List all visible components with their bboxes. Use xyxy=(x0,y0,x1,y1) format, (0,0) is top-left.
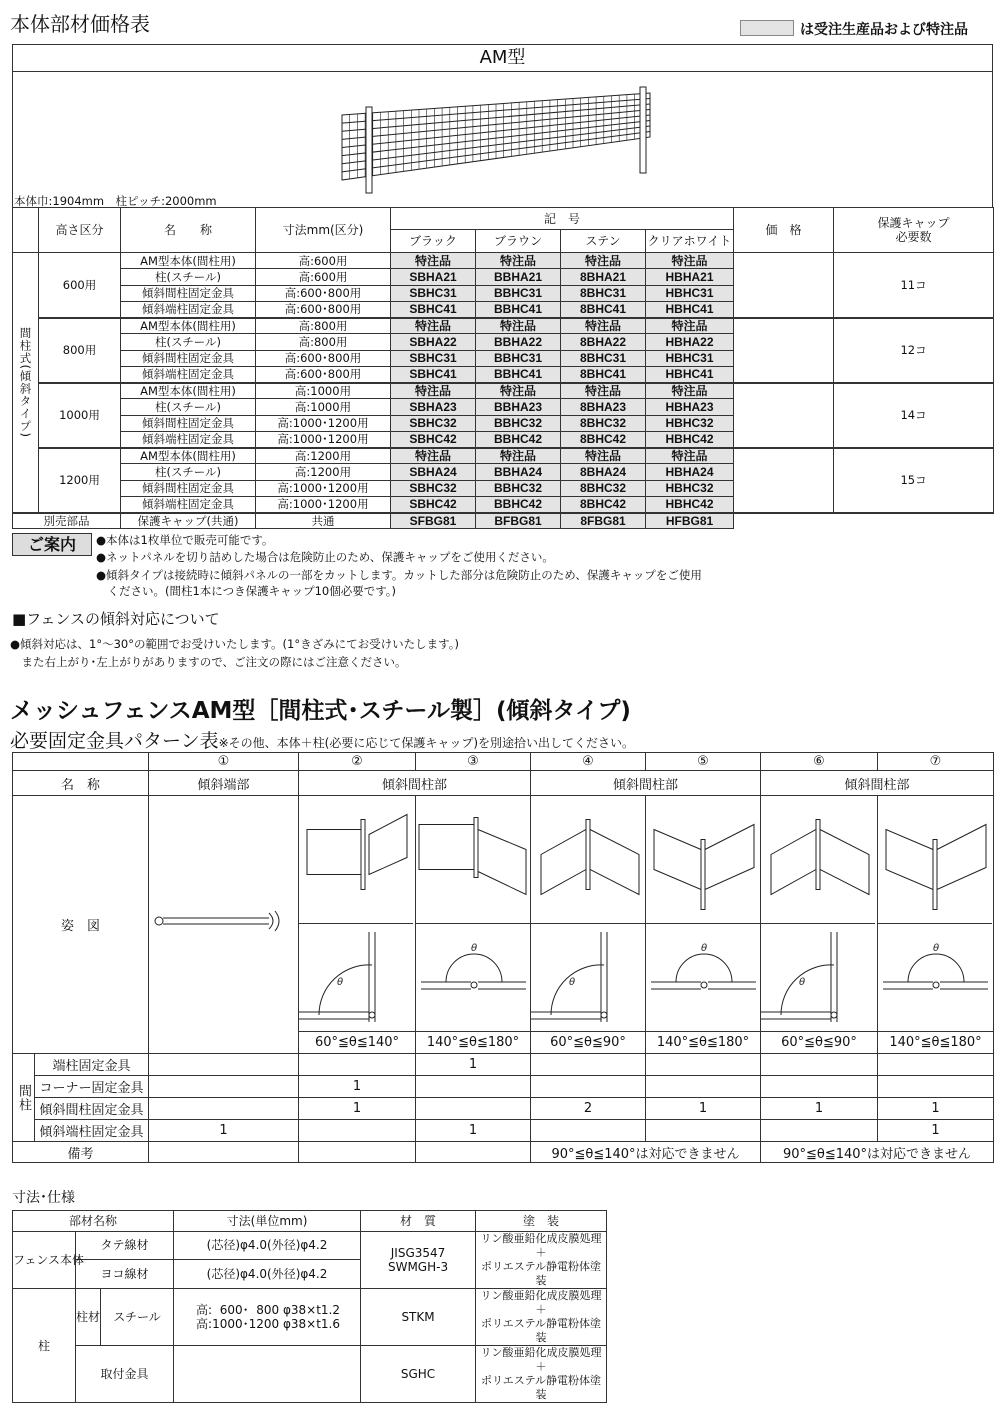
product-code: SBHC31 xyxy=(391,350,476,366)
spec-header: 部材名称 xyxy=(13,1211,174,1232)
part-size: 高:1000･1200用 xyxy=(256,431,391,447)
header-name: 名 称 xyxy=(121,208,256,253)
spec-heading: 寸法･仕様 xyxy=(12,1190,75,1206)
part-name: 傾斜端柱固定金具 xyxy=(121,366,256,382)
fitting-count xyxy=(531,1054,646,1076)
svg-text:θ: θ xyxy=(701,943,708,954)
product-code: SBHA22 xyxy=(391,334,476,350)
fitting-count: 1 xyxy=(646,1098,761,1120)
angle-range: 140°≦θ≦180° xyxy=(646,1032,761,1054)
product-code: 8BHC41 xyxy=(561,301,646,317)
pattern-number: ⑦ xyxy=(878,753,994,771)
figure-cell xyxy=(531,796,646,1032)
table-row xyxy=(13,1098,994,1120)
fitting-count xyxy=(531,1120,646,1142)
fitting-count xyxy=(149,1076,299,1098)
fitting-type: 傾斜端柱固定金具 xyxy=(35,1120,149,1142)
part-name: 傾斜端柱固定金具 xyxy=(121,496,256,512)
part-size: 高:1000･1200用 xyxy=(256,480,391,496)
wire-material: JISG3547 SWMGH-3 xyxy=(361,1232,476,1289)
part-name: AM型本体(間柱用) xyxy=(121,253,256,269)
table-row xyxy=(13,318,994,334)
angle-plan-figure xyxy=(761,924,875,1030)
spec-table xyxy=(12,1210,607,1403)
height-class: 800用 xyxy=(39,318,121,383)
guide-note: ●本体は1枚単位で販売可能です。 xyxy=(96,533,274,547)
product-code: 8BHC42 xyxy=(561,496,646,512)
header-color-black: ブラック xyxy=(391,230,476,253)
slope-note: また右上がり･左上がりがありますので、ご注文の際にはご注意ください。 xyxy=(10,655,407,669)
corner-cell xyxy=(13,753,149,771)
post-material: STKM xyxy=(361,1289,476,1346)
guide-note: ください。(間柱1本につき保護キャップ10個必要です。) xyxy=(96,584,397,598)
part-size: 高:1000用 xyxy=(256,383,391,399)
height-class: 1200用 xyxy=(39,448,121,513)
part-name: 保護キャップ(共通) xyxy=(121,513,256,529)
part-size: 高:1200用 xyxy=(256,448,391,464)
product-code: 特注品 xyxy=(391,318,476,334)
post-label: 柱 xyxy=(13,1289,76,1403)
figure-cell xyxy=(761,796,878,1032)
product-code: HFBG81 xyxy=(646,513,734,529)
panel-top-view-figure xyxy=(416,796,530,924)
product-code: SBHA23 xyxy=(391,399,476,415)
product-code: BBHC31 xyxy=(476,350,561,366)
table-row xyxy=(13,1120,994,1142)
remarks-label: 備考 xyxy=(13,1142,149,1163)
pattern-name: 傾斜間柱部 xyxy=(299,771,531,796)
table-row xyxy=(13,448,994,464)
part-name: 傾斜間柱固定金具 xyxy=(121,415,256,431)
product-code: 8BHC32 xyxy=(561,480,646,496)
post-coating: リン酸亜鉛化成皮膜処理 ＋ ポリエステル静電粉体塗装 xyxy=(476,1289,607,1346)
figure-cell xyxy=(299,796,416,1032)
part-size: 高:800用 xyxy=(256,318,391,334)
product-code: 8BHC42 xyxy=(561,431,646,447)
fitting-size xyxy=(174,1346,361,1403)
fitting-material: SGHC xyxy=(361,1346,476,1403)
header-caps: 保護キャップ 必要数 xyxy=(834,208,994,253)
empty-cell xyxy=(734,513,994,529)
pattern-number: ⑥ xyxy=(761,753,878,771)
part-name: 傾斜端柱固定金具 xyxy=(121,301,256,317)
pattern-number: ⑤ xyxy=(646,753,761,771)
angle-range: 60°≦θ≦90° xyxy=(531,1032,646,1054)
pattern-number: ① xyxy=(149,753,299,771)
svg-text:θ: θ xyxy=(337,977,344,988)
svg-text:θ: θ xyxy=(799,977,806,988)
product-code: 8BHA24 xyxy=(561,464,646,480)
product-code: BBHC42 xyxy=(476,431,561,447)
fitting-count: 1 xyxy=(149,1120,299,1142)
product-code: 特注品 xyxy=(391,383,476,399)
height-class: 600用 xyxy=(39,253,121,318)
product-code: SBHA24 xyxy=(391,464,476,480)
product-code: HBHA22 xyxy=(646,334,734,350)
pattern-name: 傾斜間柱部 xyxy=(531,771,761,796)
pattern-subnote: ※その他、本体＋柱(必要に応じて保護キャップ)を別途拾い出してください。 xyxy=(218,736,635,750)
panel-top-view-figure xyxy=(646,796,760,924)
part-name: AM型本体(間柱用) xyxy=(121,318,256,334)
price-cell xyxy=(734,318,834,383)
product-code: 特注品 xyxy=(646,448,734,464)
product-code: 特注品 xyxy=(646,318,734,334)
part-name: 傾斜間柱固定金具 xyxy=(121,480,256,496)
product-code: BBHA23 xyxy=(476,399,561,415)
remarks-empty xyxy=(149,1142,299,1163)
slope-heading: ■フェンスの傾斜対応について xyxy=(12,610,220,628)
fitting-count: 1 xyxy=(761,1098,878,1120)
panel-top-view-figure xyxy=(299,796,413,924)
fitting-count xyxy=(299,1054,416,1076)
dimensions-text: 本体巾:1904mm 柱ピッチ:2000mm xyxy=(14,194,217,208)
caps-count: 14コ xyxy=(834,383,994,448)
header-height: 高さ区分 xyxy=(39,208,121,253)
pattern-number: ③ xyxy=(416,753,531,771)
figure-label: 姿 図 xyxy=(13,796,149,1054)
svg-text:θ: θ xyxy=(569,977,576,988)
angle-plan-figure xyxy=(646,924,760,1030)
pattern-subtitle-text: 必要固定金具パターン表 xyxy=(10,730,219,752)
remark: 90°≦θ≦140°は対応できません xyxy=(761,1142,994,1163)
part-name: AM型本体(間柱用) xyxy=(121,383,256,399)
angle-range: 60°≦θ≦90° xyxy=(761,1032,878,1054)
pattern-subtitle xyxy=(10,726,634,753)
remarks-empty xyxy=(416,1142,531,1163)
product-code: BBHA21 xyxy=(476,269,561,285)
part-name: 傾斜間柱固定金具 xyxy=(121,285,256,301)
extra-label: 別売部品 xyxy=(13,513,121,529)
product-code: 8BHC31 xyxy=(561,350,646,366)
fitting-count xyxy=(761,1054,878,1076)
product-code: BBHC32 xyxy=(476,480,561,496)
horizontal-wire-size: (芯径)φ4.0(外径)φ4.2 xyxy=(174,1259,361,1288)
part-name: 柱(スチール) xyxy=(121,464,256,480)
angle-range: 60°≦θ≦140° xyxy=(299,1032,416,1054)
part-size: 高:600･800用 xyxy=(256,366,391,382)
angle-plan-figure xyxy=(416,924,530,1030)
caps-count: 11コ xyxy=(834,253,994,318)
part-size: 高:1000･1200用 xyxy=(256,415,391,431)
pattern-table xyxy=(12,752,994,1163)
product-code: 特注品 xyxy=(476,253,561,269)
fitting-count xyxy=(878,1054,994,1076)
product-code: 特注品 xyxy=(391,448,476,464)
fitting-count xyxy=(646,1054,761,1076)
product-code: 特注品 xyxy=(561,253,646,269)
figure-cell xyxy=(416,796,531,1032)
part-size: 高:1000･1200用 xyxy=(256,496,391,512)
fitting-count: 2 xyxy=(531,1098,646,1120)
product-code: HBHC42 xyxy=(646,431,734,447)
panel-top-view-figure xyxy=(761,796,875,924)
fitting-count: 1 xyxy=(878,1120,994,1142)
fitting-count xyxy=(149,1098,299,1120)
product-code: 8BHC31 xyxy=(561,285,646,301)
price-table xyxy=(12,207,994,529)
pattern-number: ② xyxy=(299,753,416,771)
remarks-row xyxy=(13,1142,994,1163)
post-material-label: 柱材 xyxy=(76,1289,101,1346)
angle-plan-figure xyxy=(531,924,645,1030)
product-code: SBHC41 xyxy=(391,366,476,382)
product-code: HBHA24 xyxy=(646,464,734,480)
fitting-count: 1 xyxy=(416,1120,531,1142)
product-code: HBHC42 xyxy=(646,496,734,512)
fence-illustration xyxy=(330,85,670,195)
panel-top-view-figure xyxy=(878,796,992,924)
fitting-label: 取付金具 xyxy=(76,1346,174,1403)
part-size: 高:1200用 xyxy=(256,464,391,480)
steel-label: スチール xyxy=(101,1289,174,1346)
pattern-title: メッシュフェンスAM型［間柱式･スチール製］(傾斜タイプ) xyxy=(10,698,631,724)
table-row-extra xyxy=(13,513,994,529)
figure-cell xyxy=(878,796,994,1032)
product-code: SBHC41 xyxy=(391,301,476,317)
product-code: HBHC31 xyxy=(646,350,734,366)
part-size: 高:600用 xyxy=(256,269,391,285)
header-color-brown: ブラウン xyxy=(476,230,561,253)
product-code: BBHC31 xyxy=(476,285,561,301)
header-size: 寸法mm(区分) xyxy=(256,208,391,253)
vertical-wire-label: タテ線材 xyxy=(76,1232,174,1260)
product-code: 8FBG81 xyxy=(561,513,646,529)
remark: 90°≦θ≦140°は対応できません xyxy=(531,1142,761,1163)
product-code: HBHC32 xyxy=(646,480,734,496)
wire-coating: リン酸亜鉛化成皮膜処理 ＋ ポリエステル静電粉体塗装 xyxy=(476,1232,607,1289)
product-code: SFBG81 xyxy=(391,513,476,529)
part-name: AM型本体(間柱用) xyxy=(121,448,256,464)
angle-plan-figure xyxy=(878,924,992,1030)
product-code: 特注品 xyxy=(391,253,476,269)
legend-swatch xyxy=(740,20,794,36)
corner-cell xyxy=(13,208,39,253)
caps-count: 15コ xyxy=(834,448,994,513)
spec-header: 寸法(単位mm) xyxy=(174,1211,361,1232)
product-code: SBHC31 xyxy=(391,285,476,301)
product-code: HBHA21 xyxy=(646,269,734,285)
table-row xyxy=(13,253,994,269)
fence-body-label: フェンス本体 xyxy=(13,1232,76,1289)
header-color-clearwhite: クリアホワイト xyxy=(646,230,734,253)
slope-note: ●傾斜対応は、1°～30°の範囲でお受けいたします。(1°きざみにてお受けいたします。) xyxy=(10,637,459,651)
product-code: HBHC41 xyxy=(646,301,734,317)
fitting-count xyxy=(149,1054,299,1076)
part-size: 高:800用 xyxy=(256,334,391,350)
fitting-count xyxy=(646,1076,761,1098)
product-code: SBHC42 xyxy=(391,431,476,447)
part-name: 柱(スチール) xyxy=(121,399,256,415)
fitting-count: 1 xyxy=(878,1098,994,1120)
product-code: 8BHC41 xyxy=(561,366,646,382)
legend-text: は受注生産品および特注品 xyxy=(800,22,968,38)
part-size: 高:600･800用 xyxy=(256,301,391,317)
guide-note: ●ネットパネルを切り詰めした場合は危険防止のため、保護キャップをご使用ください。 xyxy=(96,550,554,564)
figure-end xyxy=(149,796,299,1054)
model-heading: AM型 xyxy=(12,44,993,72)
product-code: SBHC32 xyxy=(391,480,476,496)
side-label: 間柱式(傾斜タイプ) xyxy=(13,253,39,513)
angle-plan-figure xyxy=(299,924,413,1030)
product-code: 特注品 xyxy=(561,318,646,334)
spec-header: 塗 装 xyxy=(476,1211,607,1232)
price-cell xyxy=(734,383,834,448)
product-code: SBHC42 xyxy=(391,496,476,512)
part-size: 高:600用 xyxy=(256,253,391,269)
product-code: BBHC42 xyxy=(476,496,561,512)
spec-header: 材 質 xyxy=(361,1211,476,1232)
fitting-count xyxy=(761,1120,878,1142)
fitting-count xyxy=(646,1120,761,1142)
end-post-figure xyxy=(149,901,297,941)
product-code: 特注品 xyxy=(476,383,561,399)
product-code: HBHC32 xyxy=(646,415,734,431)
fitting-count xyxy=(531,1076,646,1098)
price-cell xyxy=(734,448,834,513)
angle-range: 140°≦θ≦180° xyxy=(416,1032,531,1054)
fitting-count xyxy=(299,1120,416,1142)
angle-range: 140°≦θ≦180° xyxy=(878,1032,994,1054)
svg-text:θ: θ xyxy=(933,943,940,954)
guide-label: ご案内 xyxy=(12,533,92,556)
product-code: 8BHA21 xyxy=(561,269,646,285)
product-code: 特注品 xyxy=(476,318,561,334)
fitting-coating: リン酸亜鉛化成皮膜処理 ＋ ポリエステル静電粉体塗装 xyxy=(476,1346,607,1403)
product-code: HBHC31 xyxy=(646,285,734,301)
post-size: 高: 600･ 800 φ38×t1.2 高:1000･1200 φ38×t1.6 xyxy=(174,1289,361,1346)
fitting-count: 1 xyxy=(416,1054,531,1076)
part-name: 柱(スチール) xyxy=(121,269,256,285)
product-code: 特注品 xyxy=(646,383,734,399)
header-price: 価 格 xyxy=(734,208,834,253)
pattern-number: ④ xyxy=(531,753,646,771)
fitting-type: コーナー固定金具 xyxy=(35,1076,149,1098)
part-name: 傾斜間柱固定金具 xyxy=(121,350,256,366)
product-code: 8BHA22 xyxy=(561,334,646,350)
vertical-wire-size: (芯径)φ4.0(外径)φ4.2 xyxy=(174,1232,361,1260)
price-cell xyxy=(734,253,834,318)
group-label: 間柱 xyxy=(13,1054,35,1142)
product-code: BBHA22 xyxy=(476,334,561,350)
product-code: BBHC41 xyxy=(476,301,561,317)
product-code: 特注品 xyxy=(561,448,646,464)
horizontal-wire-label: ヨコ線材 xyxy=(76,1259,174,1288)
product-code: HBHC41 xyxy=(646,366,734,382)
part-size: 高:600･800用 xyxy=(256,285,391,301)
caps-count: 12コ xyxy=(834,318,994,383)
part-size: 共通 xyxy=(256,513,391,529)
svg-text:θ: θ xyxy=(471,943,478,954)
fitting-type: 端柱固定金具 xyxy=(35,1054,149,1076)
page-title: 本体部材価格表 xyxy=(10,12,150,36)
fitting-count xyxy=(416,1098,531,1120)
pattern-name: 傾斜間柱部 xyxy=(761,771,994,796)
part-name: 傾斜端柱固定金具 xyxy=(121,431,256,447)
product-code: SBHA21 xyxy=(391,269,476,285)
fitting-count xyxy=(878,1076,994,1098)
part-size: 高:600･800用 xyxy=(256,350,391,366)
guide-note: ●傾斜タイプは接続時に傾斜パネルの一部をカットします。カットした部分は危険防止のため、保護キャップをご使用 xyxy=(96,568,702,582)
product-code: BBHC41 xyxy=(476,366,561,382)
fitting-count xyxy=(416,1076,531,1098)
product-code: 8BHA23 xyxy=(561,399,646,415)
height-class: 1000用 xyxy=(39,383,121,448)
product-code: 特注品 xyxy=(476,448,561,464)
header-color-stain: ステン xyxy=(561,230,646,253)
product-code: BBHC32 xyxy=(476,415,561,431)
fitting-count: 1 xyxy=(299,1098,416,1120)
part-size: 高:1000用 xyxy=(256,399,391,415)
product-code: 特注品 xyxy=(646,253,734,269)
product-code: SBHC32 xyxy=(391,415,476,431)
table-row xyxy=(13,383,994,399)
fitting-count xyxy=(761,1076,878,1098)
name-label: 名 称 xyxy=(13,771,149,796)
table-row xyxy=(13,1076,994,1098)
fitting-count: 1 xyxy=(299,1076,416,1098)
product-code: HBHA23 xyxy=(646,399,734,415)
product-code: BFBG81 xyxy=(476,513,561,529)
fitting-type: 傾斜間柱固定金具 xyxy=(35,1098,149,1120)
figure-cell xyxy=(646,796,761,1032)
product-code: 特注品 xyxy=(561,383,646,399)
remarks-empty xyxy=(299,1142,416,1163)
table-row xyxy=(13,1054,994,1076)
product-code: BBHA24 xyxy=(476,464,561,480)
header-code: 記 号 xyxy=(391,208,734,230)
part-name: 柱(スチール) xyxy=(121,334,256,350)
pattern-name: 傾斜端部 xyxy=(149,771,299,796)
product-code: 8BHC32 xyxy=(561,415,646,431)
panel-top-view-figure xyxy=(531,796,645,924)
